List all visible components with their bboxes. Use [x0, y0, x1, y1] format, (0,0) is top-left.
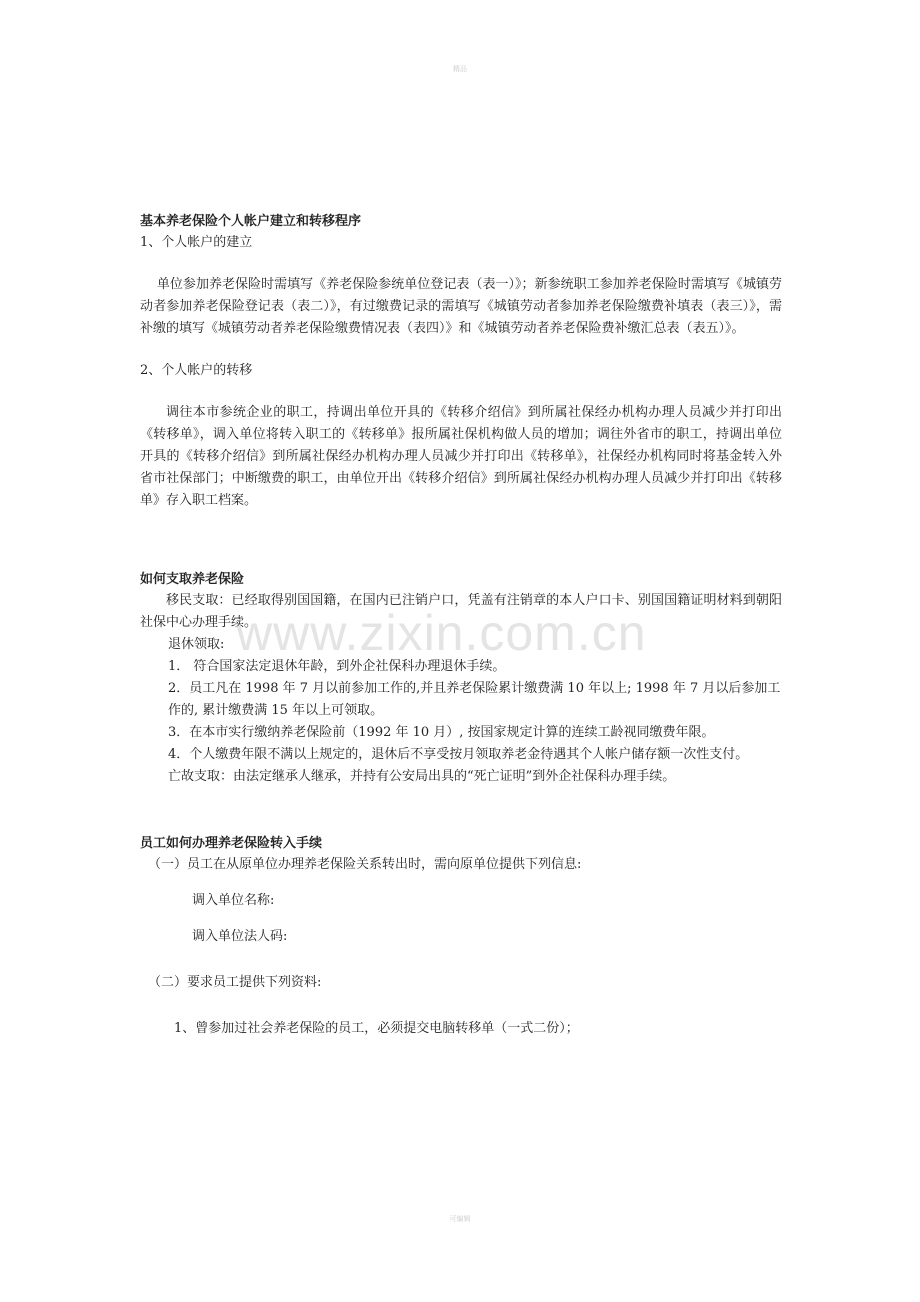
field-transfer-unit-name: 调入单位名称: — [192, 893, 275, 908]
retire-item-2: 2．员工凡在 1998 年 7 月以前参加工作的,并且养老保险累计缴费满 10 年以上; 1998 年 7 月以后参加工作的, 累计缴费满 15 年以上可领取。 — [168, 681, 781, 718]
retire-label: 退休领取: — [168, 637, 225, 652]
step-2: （二）要求员工提供下列资料: — [148, 975, 322, 990]
field-transfer-unit-code: 调入单位法人码: — [192, 929, 288, 944]
section1-subheading-1: 1、个人帐户的建立 — [140, 235, 253, 250]
document-body — [140, 212, 782, 1040]
section1-title: 基本养老保险个人帐户建立和转移程序 — [140, 214, 362, 229]
watermark: www.zixin.com.cn — [236, 605, 647, 661]
section2-title: 如何支取养老保险 — [140, 572, 245, 587]
footer-mark: 可编辑 — [449, 1215, 471, 1223]
section1-subheading-2: 2、个人帐户的转移 — [140, 363, 253, 378]
header-mark: 精品 — [453, 65, 467, 73]
section1-paragraph-2: 调往本市参统企业的职工，持调出单位开具的《转移介绍信》到所属社保经办机构办理人员减少并打印出《转移单》，调入单位将转入职工的《转移单》报所属社保机构做人员的增加；调往外省市的职工，持调出单位开具的《转移介绍信》到所属社保经办机构办理人员减少并打印出《转移单》，社保经办机构同时将基金转入外省市社保部门；中断缴费的职工，由单位开出《转移介绍信》到所属社保经办机构办理人员减少并打印出《转移单》存入职工档案。 — [140, 405, 782, 508]
retire-item-3: 3．在本市实行缴纳养老保险前（1992 年 10 月）, 按国家规定计算的连续工龄视同缴费年限。 — [168, 725, 715, 740]
section3-title: 员工如何办理养老保险转入手续 — [140, 836, 323, 851]
section1-paragraph-1: 单位参加养老保险时需填写《养老保险参统单位登记表（表一）》；新参统职工参加养老保险时需填写《城镇劳动者参加养老保险登记表（表二）》，有过缴费记录的需填写《城镇劳动者参加养老保险缴费补填表（表三）》，需补缴的填写《城镇劳动者养老保险缴费情况表（表四）》和《城镇劳动者养老保险费补缴汇总表（表五）》。 — [140, 277, 782, 336]
death-withdrawal: 亡故支取：由法定继承人继承，并持有公安局出具的“死亡证明”到外企社保科办理手续。 — [168, 769, 676, 784]
retire-item-1: 1． 符合国家法定退休年龄，到外企社保科办理退休手续。 — [168, 659, 506, 674]
retire-item-4: 4．个人缴费年限不满以上规定的，退休后不享受按月领取养老金待遇其个人帐户储存额一次性支付。 — [168, 747, 749, 762]
step-2-item-1: 1、曾参加过社会养老保险的员工，必须提交电脑转移单（一式二份）； — [174, 1021, 579, 1036]
step-1: （一）员工在从原单位办理养老保险关系转出时，需向原单位提供下列信息: — [148, 857, 582, 872]
emigrate-withdrawal: 移民支取：已经取得别国国籍，在国内已注销户口，凭盖有注销章的本人户口卡、别国国籍证明材料到朝阳社保中心办理手续。 — [140, 593, 782, 630]
